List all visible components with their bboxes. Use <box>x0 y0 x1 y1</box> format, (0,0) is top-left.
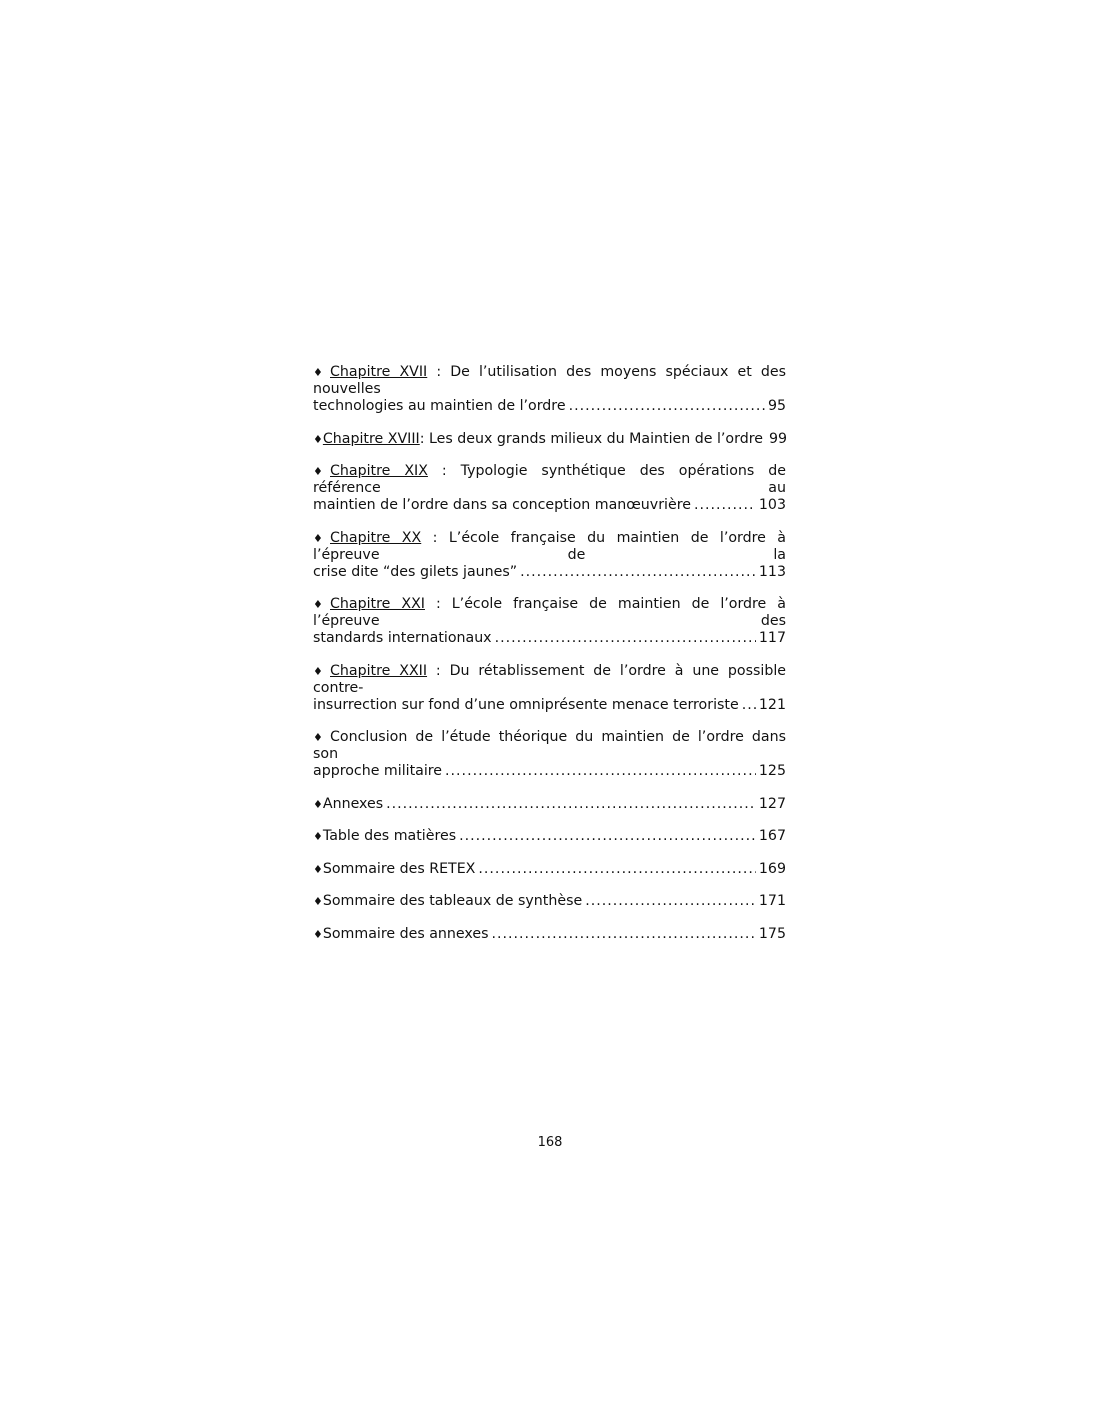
dot-leader <box>459 828 756 845</box>
toc-entry-last-line <box>313 763 786 780</box>
dot-leader <box>491 926 755 943</box>
toc-entry-title-cont: crise dite “des gilets jaunes” <box>313 563 518 580</box>
toc-entry[interactable] <box>313 463 786 514</box>
toc-page-number: 113 <box>758 563 786 580</box>
diamond-bullet-icon: ♦ <box>313 830 323 843</box>
toc-entry-line <box>313 828 786 845</box>
toc-page-number: 169 <box>758 860 786 877</box>
toc-chapter-link[interactable]: Chapitre XVIII <box>322 430 420 447</box>
toc-entry[interactable] <box>313 530 786 581</box>
diamond-bullet-icon: ♦ <box>313 927 323 941</box>
toc-entry[interactable] <box>313 926 786 943</box>
toc-page-number: 125 <box>758 763 786 779</box>
dot-leader <box>478 861 756 878</box>
toc-entry-last-line <box>313 398 786 415</box>
dot-leader <box>742 697 756 714</box>
dot-leader <box>694 497 756 514</box>
toc-entry-title: Conclusion de l’étude théorique du maintien de l’ordre dans son <box>313 729 786 762</box>
toc-entry-title: : Typologie synthétique des opérations de référence au <box>313 463 786 496</box>
dot-leader <box>386 796 756 813</box>
diamond-bullet-icon: ♦ <box>313 895 323 908</box>
toc-entry-first-line <box>313 463 786 497</box>
dot-leader <box>569 398 765 415</box>
toc-entry-last-line <box>313 630 786 647</box>
toc-entry-line <box>313 796 786 813</box>
toc-entry-title: Sommaire des annexes <box>322 925 489 942</box>
toc-entry-first-line <box>313 596 786 630</box>
toc-chapter-link[interactable]: Chapitre XVII <box>330 364 428 380</box>
toc-entry-last-line <box>313 564 786 581</box>
diamond-bullet-icon: ♦ <box>313 366 323 379</box>
toc-entry-title: : De l’utilisation des moyens spéciaux et des nouvelles <box>313 364 787 397</box>
toc-chapter-link[interactable]: Chapitre XXII <box>330 662 428 679</box>
toc-entry-title-cont: insurrection sur fond d’une omniprésente menace terroriste <box>313 696 739 713</box>
toc-entry[interactable] <box>313 861 786 878</box>
diamond-bullet-icon: ♦ <box>313 531 323 545</box>
toc-entry[interactable] <box>313 431 786 448</box>
toc-entry-title-cont: standards internationaux <box>313 630 492 646</box>
toc-entry-title-cont: approche militaire <box>313 763 443 779</box>
toc-page-number: 175 <box>758 925 786 942</box>
toc-chapter-link[interactable]: Chapitre XXI <box>330 596 425 612</box>
toc-entry[interactable] <box>313 663 786 714</box>
toc-entry[interactable] <box>313 796 786 813</box>
toc-page-number: 121 <box>758 696 786 713</box>
table-of-contents <box>313 364 786 958</box>
toc-entry-last-line <box>313 497 786 514</box>
dot-leader <box>445 763 756 780</box>
toc-page-number: 127 <box>758 795 786 812</box>
toc-entry-title-cont: maintien de l’ordre dans sa conception manœuvrière <box>313 497 691 513</box>
toc-entry[interactable] <box>313 729 786 780</box>
toc-chapter-link[interactable]: Chapitre XX <box>330 529 422 546</box>
toc-page-number: 117 <box>758 630 786 646</box>
toc-page-number: 99 <box>768 430 788 447</box>
toc-entry-first-line <box>313 364 786 398</box>
diamond-bullet-icon: ♦ <box>313 731 323 744</box>
diamond-bullet-icon: ♦ <box>313 797 323 811</box>
toc-entry-title: Sommaire des tableaux de synthèse <box>322 893 583 909</box>
toc-page-number: 171 <box>758 893 786 909</box>
toc-entry[interactable] <box>313 893 786 910</box>
toc-entry-title: : Du rétablissement de l’ordre à une possible contre- <box>313 662 787 696</box>
toc-entry-title: : L’école française du maintien de l’ordre à l’épreuve de la <box>313 529 786 563</box>
dot-leader <box>585 893 756 910</box>
toc-entry-first-line <box>313 663 786 697</box>
toc-entry-title: Annexes <box>322 795 384 812</box>
toc-entry-line <box>313 926 786 943</box>
page-number-footer: 168 <box>537 1135 563 1150</box>
toc-entry-line <box>313 893 786 910</box>
toc-entry-first-line <box>313 530 786 564</box>
toc-entry-line <box>313 431 786 448</box>
toc-entry-line <box>313 861 786 878</box>
toc-chapter-link[interactable]: Chapitre XIX <box>330 463 428 479</box>
diamond-bullet-icon: ♦ <box>313 598 323 611</box>
toc-page-number: 103 <box>758 497 786 513</box>
dot-leader <box>495 630 756 647</box>
toc-entry-title: Table des matières <box>322 828 457 844</box>
toc-entry-title: : L’école française de maintien de l’ordre à l’épreuve des <box>313 596 786 629</box>
diamond-bullet-icon: ♦ <box>313 664 323 678</box>
toc-entry[interactable] <box>313 828 786 845</box>
toc-entry-title-cont: technologies au maintien de l’ordre <box>313 398 566 414</box>
toc-entry[interactable] <box>313 364 786 415</box>
toc-entry-title: : Les deux grands milieux du Maintien de l’ordre <box>419 430 763 447</box>
toc-entry[interactable] <box>313 596 786 647</box>
dot-leader <box>520 564 756 581</box>
diamond-bullet-icon: ♦ <box>313 465 323 478</box>
toc-entry-first-line <box>313 729 786 763</box>
toc-page-number: 167 <box>758 828 786 844</box>
toc-entry-last-line <box>313 697 786 714</box>
diamond-bullet-icon: ♦ <box>313 862 323 876</box>
toc-page-number: 95 <box>767 398 786 414</box>
toc-entry-title: Sommaire des RETEX <box>322 860 476 877</box>
diamond-bullet-icon: ♦ <box>313 432 323 446</box>
